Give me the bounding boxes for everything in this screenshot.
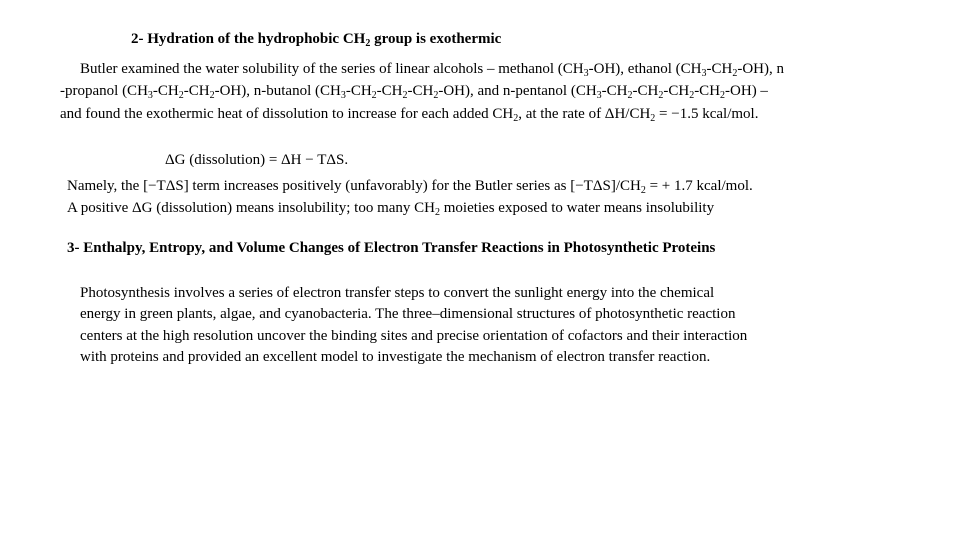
text-run: -CH [694,83,721,99]
text-run: -OH), ethanol (CH [588,61,702,77]
text-run: -OH), and n-pentanol (CH [438,83,597,99]
heading-hydration-text: 2- Hydration of the hydrophobic CH [131,31,366,47]
subscript: 2 [433,90,439,101]
butler-para-line-3 [60,104,758,124]
subscript: 2 [650,113,656,124]
text-run: -CH [632,83,659,99]
heading-enthalpy-entropy: 3- Enthalpy, Entropy, and Volume Changes of Electron Transfer Reactions in Photosynthetic Proteins [67,240,716,256]
photo-para-line-3: centers at the high resolution uncover the binding sites and precise orientation of cofactors and their interaction [80,328,748,344]
heading-hydration-text-end: group is exothermic [370,31,502,47]
subscript: 3 [340,90,346,101]
text-run: -CH [706,61,733,77]
photo-para-line-4: with proteins and provided an excellent model to investigate the mechanism of electron transfer reaction. [80,349,711,365]
subscript: 2 [209,90,215,101]
photo-para-line-2: energy in green plants, algae, and cyanobacteria. The three–dimensional structures of photosynthetic reaction [80,306,736,322]
subscript: 2 [627,90,633,101]
text-run: -propanol (CH [60,83,148,99]
photo-para-line-1: Photosynthesis involves a series of electron transfer steps to convert the sunlight energy into the chemical [80,285,715,301]
text-run: = + 1.7 kcal/mol. [645,178,753,194]
subscript: 2 [513,113,519,124]
subscript: 2 [720,90,726,101]
subscript: 2 [732,68,738,79]
text-run: -OH), n [737,61,785,77]
subscript: 2 [658,90,664,101]
text-run: -CH [183,83,210,99]
text-run: = −1.5 kcal/mol. [655,106,759,122]
text-run: -CH [601,83,628,99]
text-run: -CH [376,83,403,99]
text-run: , at the rate of ΔH/CH [518,106,651,122]
text-run: -CH [152,83,179,99]
text-run: Namely, the [−TΔS] term increases positively (unfavorably) for the Butler series as [−TΔS]/CH [67,178,641,194]
namely-statement [67,176,753,196]
text-run: moieties exposed to water means insolubility [439,200,715,216]
subscript: 3 [147,90,153,101]
subscript: 2 [640,185,646,196]
text-run: and found the exothermic heat of dissolution to increase for each added CH [60,106,514,122]
heading-hydration [131,29,501,49]
insolubility-statement [67,198,714,218]
text-run: -CH [345,83,372,99]
text-run: -CH [663,83,690,99]
gibbs-equation: ΔG (dissolution) = ΔH − TΔS. [165,152,349,168]
subscript: 2 [402,90,408,101]
text-run: -OH) – [725,83,768,99]
subscript: 2 [371,90,377,101]
subscript: 3 [596,90,602,101]
text-run: Butler examined the water solubility of the series of linear alcohols – methanol (CH [80,61,584,77]
subscript: 2 [689,90,695,101]
text-run: A positive ΔG (dissolution) means insolubility; too many CH [67,200,435,216]
heading-hydration-subscript: 2 [365,38,371,49]
subscript: 2 [434,207,440,218]
butler-para-line-2 [60,81,768,101]
subscript: 3 [701,68,707,79]
butler-para-line-1 [80,59,784,79]
subscript: 3 [583,68,589,79]
subscript: 2 [178,90,184,101]
text-run: -OH), n-butanol (CH [214,83,341,99]
text-run: -CH [407,83,434,99]
